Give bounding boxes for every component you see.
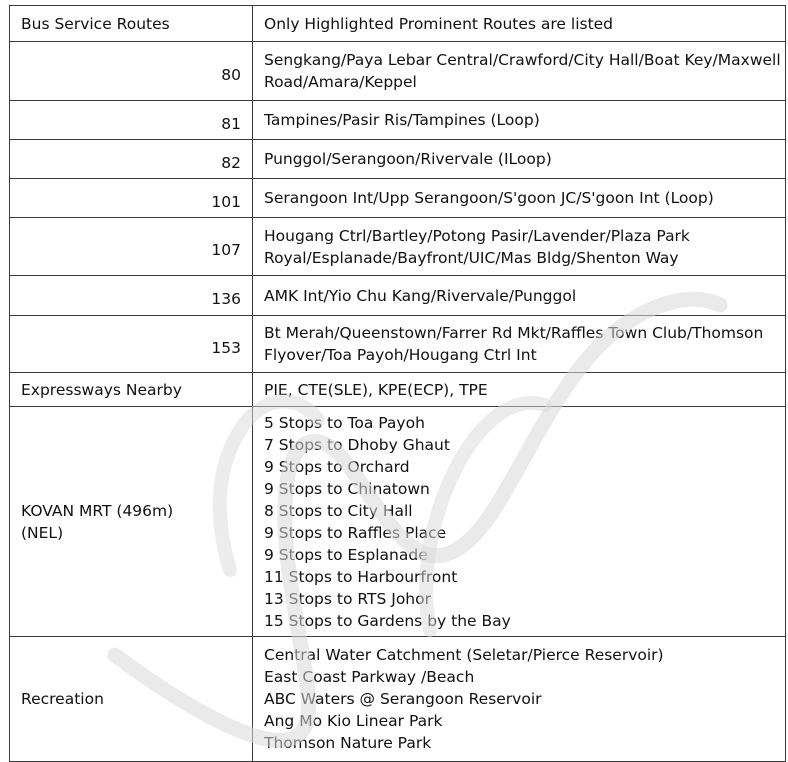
mrt-stop-item: 9 Stops to Esplanade [264,545,428,564]
mrt-stop-item: 5 Stops to Toa Payoh [264,413,425,432]
bus-route-stops [253,316,786,373]
mrt-stop-item: 15 Stops to Gardens by the Bay [264,611,511,630]
bus-route-stops [253,179,786,218]
recreation-item: Central Water Catchment (Seletar/Pierce Reservoir) [264,646,664,664]
mrt-station-label [10,407,253,637]
route-line: Bt Merah/Queenstown/Farrer Rd Mkt/Raffles Town Club/Thomson [264,324,764,342]
route-line: Flyover/Toa Payoh/Hougang Ctrl Int [264,346,537,364]
expressways-label: Expressways Nearby [10,373,253,407]
bus-service-routes-label: Bus Service Routes [10,6,253,42]
header-row [10,6,786,42]
recreation-item: Thomson Nature Park [264,734,432,752]
bus-number: 107 [10,218,253,276]
recreation-list [253,637,786,762]
bus-route-row [10,140,786,179]
bus-number: 82 [10,140,253,179]
mrt-stop-item: 9 Stops to Chinatown [264,479,430,498]
mrt-row [10,407,786,637]
mrt-station-name: KOVAN MRT (496m) [21,501,174,520]
bus-route-stops [253,101,786,140]
expressways-value: PIE, CTE(SLE), KPE(ECP), TPE [253,373,786,407]
recreation-item: East Coast Parkway /Beach [264,668,475,686]
bus-number: 80 [10,42,253,101]
route-line: Hougang Ctrl/Bartley/Potong Pasir/Lavender/Plaza Park [264,226,690,245]
mrt-stops-list [253,407,786,637]
mrt-stop-item: 13 Stops to RTS Johor [264,589,431,608]
route-line: Serangoon Int/Upp Serangoon/S'goon JC/S'goon Int (Loop) [264,189,714,207]
recreation-label: Recreation [10,637,253,762]
bus-number: 81 [10,101,253,140]
bus-route-row [10,179,786,218]
bus-route-row [10,218,786,276]
recreation-row [10,637,786,762]
route-line: Sengkang/Paya Lebar Central/Crawford/City Hall/Boat Key/Maxwell [264,51,781,69]
mrt-stop-item: 11 Stops to Harbourfront [264,567,458,586]
bus-route-stops [253,218,786,276]
recreation-item: ABC Waters @ Serangoon Reservoir [264,690,542,708]
recreation-item: Ang Mo Kio Linear Park [264,712,443,730]
bus-number: 153 [10,316,253,373]
routes-note: Only Highlighted Prominent Routes are listed [253,6,786,42]
location-info-table [9,5,786,762]
bus-route-stops [253,42,786,101]
route-line: Punggol/Serangoon/Rivervale (ILoop) [264,150,552,168]
mrt-stop-item: 9 Stops to Orchard [264,457,410,476]
bus-number: 136 [10,276,253,316]
mrt-line-name: (NEL) [21,523,64,542]
bus-route-row [10,276,786,316]
bus-number: 101 [10,179,253,218]
bus-route-stops [253,140,786,179]
route-line: Road/Amara/Keppel [264,73,417,91]
bus-route-row [10,316,786,373]
route-line: Royal/Esplanade/Bayfront/UIC/Mas Bldg/Shenton Way [264,248,679,267]
bus-route-stops [253,276,786,316]
expressways-row [10,373,786,407]
mrt-stop-item: 7 Stops to Dhoby Ghaut [264,435,450,454]
bus-route-row [10,42,786,101]
mrt-stop-item: 9 Stops to Raffles Place [264,523,447,542]
route-line: AMK Int/Yio Chu Kang/Rivervale/Punggol [264,286,577,305]
bus-route-row [10,101,786,140]
mrt-stop-item: 8 Stops to City Hall [264,501,413,520]
route-line: Tampines/Pasir Ris/Tampines (Loop) [264,111,540,129]
